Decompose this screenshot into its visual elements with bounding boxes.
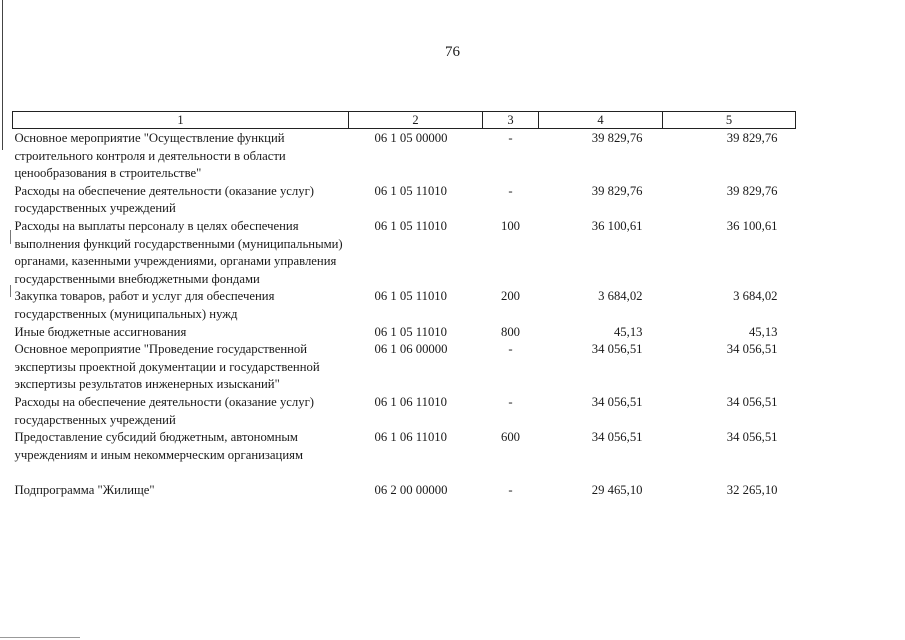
row-code: 06 1 05 11010 <box>374 183 447 198</box>
row-expense-type: 200 <box>500 289 521 304</box>
page-number: 76 <box>445 44 460 60</box>
row-sum-col5: 36 100,61 <box>726 218 778 233</box>
left-margin-tick <box>10 285 11 297</box>
row-sum-col5: 34 056,51 <box>726 342 778 357</box>
table-row <box>13 341 796 394</box>
row-expense-type: - <box>508 131 513 145</box>
row-name: Иные бюджетные ассигнования <box>14 324 187 339</box>
row-sum-col5: 39 829,76 <box>726 131 778 145</box>
budget-table <box>12 111 796 500</box>
column-header-5: 5 <box>663 112 796 129</box>
row-sum-col4: 34 056,51 <box>591 342 643 357</box>
row-code: 06 1 06 11010 <box>374 394 447 409</box>
table-row <box>13 288 796 323</box>
table-row <box>13 324 796 342</box>
row-name: Расходы на обеспечение деятельности (оказание услуг) государственных учреждений <box>14 394 315 427</box>
table-row <box>13 482 796 500</box>
row-code: 06 1 06 11010 <box>374 430 447 445</box>
bottom-edge-mark <box>0 637 80 638</box>
row-code: 06 1 06 00000 <box>374 342 448 357</box>
row-code: 06 1 05 11010 <box>374 218 447 233</box>
row-code: 06 1 05 11010 <box>374 324 447 339</box>
table-row <box>13 129 796 183</box>
column-header-4: 4 <box>539 112 663 129</box>
row-name: Подпрограмма "Жилище" <box>14 483 155 498</box>
table-row <box>13 429 796 464</box>
row-name: Основное мероприятие "Проведение государственной экспертизы проектной документации и государственной экспертизы результатов инженерных изысканий" <box>14 342 320 392</box>
row-sum-col5: 45,13 <box>748 324 778 339</box>
left-margin-tick <box>10 230 11 244</box>
row-sum-col5: 34 056,51 <box>726 394 778 409</box>
row-sum-col4: 34 056,51 <box>591 394 643 409</box>
row-expense-type: - <box>508 183 513 198</box>
left-margin-line <box>2 0 3 150</box>
row-sum-col5: 34 056,51 <box>726 430 778 445</box>
row-sum-col4: 45,13 <box>613 324 643 339</box>
table-spacer <box>13 464 796 482</box>
row-expense-type: - <box>508 394 513 409</box>
row-sum-col4: 29 465,10 <box>591 483 643 498</box>
row-name: Расходы на выплаты персоналу в целях обеспечения выполнения функций государственными (муниципальными) органами, казенными учреждениями, органами управления государственными внебюджетными фондами <box>14 218 343 286</box>
row-sum-col5: 32 265,10 <box>726 483 778 498</box>
column-header-3: 3 <box>483 112 539 129</box>
row-code: 06 2 00 00000 <box>374 483 448 498</box>
row-sum-col5: 39 829,76 <box>726 183 778 198</box>
row-name: Основное мероприятие "Осуществление функций строительного контроля и деятельности в области ценообразования в строительстве" <box>14 131 286 181</box>
row-name: Расходы на обеспечение деятельности (оказание услуг) государственных учреждений <box>14 183 315 216</box>
row-sum-col4: 39 829,76 <box>591 131 643 145</box>
table-row <box>13 183 796 218</box>
row-name: Предоставление субсидий бюджетным, автономным учреждениям и иным некоммерческим организациям <box>14 430 303 462</box>
row-sum-col4: 34 056,51 <box>591 430 643 445</box>
row-sum-col4: 3 684,02 <box>598 289 643 304</box>
row-expense-type: 800 <box>500 324 521 339</box>
column-header-2: 2 <box>349 112 483 129</box>
row-expense-type: 100 <box>500 218 521 233</box>
table-row <box>13 394 796 429</box>
row-expense-type: - <box>508 483 513 498</box>
column-header-1: 1 <box>13 112 349 129</box>
row-code: 06 1 05 00000 <box>374 131 448 145</box>
row-sum-col4: 36 100,61 <box>591 218 643 233</box>
row-code: 06 1 05 11010 <box>374 289 447 304</box>
row-expense-type: - <box>508 342 513 357</box>
row-expense-type: 600 <box>500 430 521 445</box>
row-sum-col4: 39 829,76 <box>591 183 643 198</box>
row-name: Закупка товаров, работ и услуг для обеспечения государственных (муниципальных) нужд <box>14 289 275 321</box>
table-row <box>13 218 796 288</box>
row-sum-col5: 3 684,02 <box>733 289 778 304</box>
header-row <box>13 112 796 129</box>
